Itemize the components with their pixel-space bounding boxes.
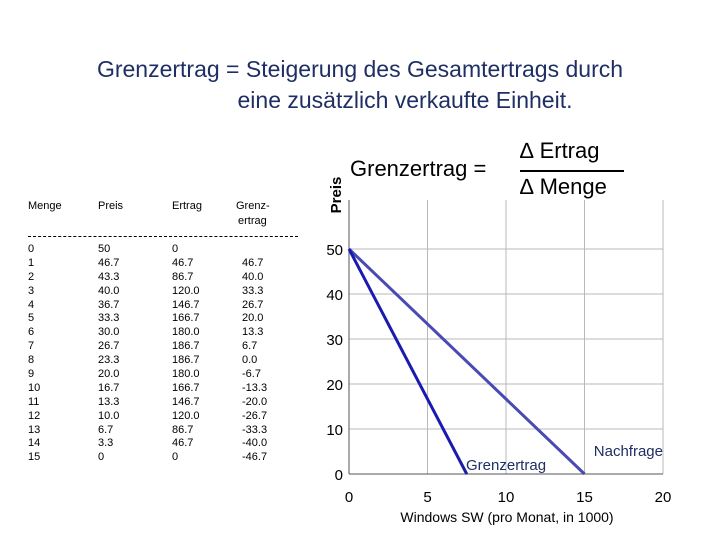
table-cell: 120.0 [172, 409, 200, 422]
table-cell: 26.7 [242, 298, 264, 311]
table-cell: 166.7 [172, 381, 200, 394]
formula-denominator: ∆ Menge [520, 174, 607, 199]
y-tick-label: 20 [326, 377, 343, 394]
table-cell: 50 [98, 243, 111, 255]
title-line-1: Grenzertrag = Steigerung des Gesamtertrags durch [96, 56, 624, 82]
y-tick-label: 0 [334, 467, 343, 484]
series-label-nachfrage: Nachfrage [593, 443, 663, 460]
header-ertrag: Ertrag [172, 200, 202, 212]
header-menge: Menge [28, 200, 62, 212]
table-cell: 0 [98, 451, 105, 464]
table-cell: 33.3 [98, 312, 120, 325]
table-cell: 180.0 [172, 326, 200, 339]
table-cell: 46.7 [98, 256, 120, 269]
table-cell: 11 [28, 395, 40, 408]
table-cell: 186.7 [172, 340, 200, 353]
table-cell: 0 [172, 243, 179, 255]
table-cell: 3.3 [98, 437, 114, 450]
table-cell: 13.3 [98, 395, 120, 408]
table-cell: 166.7 [172, 312, 200, 325]
table-cell: -6.7 [242, 368, 261, 381]
y-tick-label: 40 [326, 287, 343, 304]
table-cell: 10.0 [98, 409, 120, 422]
table-cell: 15 [28, 451, 41, 464]
series-line-grenzertrag [349, 249, 467, 474]
table-cell: 86.7 [172, 270, 194, 283]
table-cell: 46.7 [242, 256, 264, 269]
x-tick-label: 10 [497, 489, 515, 506]
title-line-2: eine zusätzlich verkaufte Einheit. [237, 87, 573, 113]
series-line-nachfrage [349, 249, 585, 474]
formula-lhs: Grenzertrag = [350, 156, 487, 181]
table-cell: 0.0 [242, 354, 258, 367]
table-cell: 30.0 [98, 326, 120, 339]
y-tick-label: 10 [326, 422, 343, 439]
series-label-grenzertrag: Grenzertrag [466, 457, 547, 474]
table-cell: -26.7 [242, 409, 268, 422]
y-tick-label: 30 [326, 332, 343, 349]
table-cell: 0 [172, 451, 179, 464]
table-cell: 36.7 [98, 298, 120, 311]
table-cell: 5 [28, 312, 35, 325]
table-cell: 6.7 [242, 340, 258, 353]
table-cell: 146.7 [172, 298, 200, 311]
x-tick-label: 5 [423, 489, 432, 506]
table-cell: 10 [28, 381, 41, 394]
table-cell: 6 [28, 326, 35, 339]
table-cell: -20.0 [242, 395, 268, 408]
table-cell: 20.0 [98, 368, 120, 381]
table-cell: 43.3 [98, 270, 120, 283]
table-cell: 20.0 [242, 312, 264, 325]
table-cell: -46.7 [242, 451, 268, 464]
table-cell: 146.7 [172, 395, 200, 408]
table-cell: 13.3 [242, 326, 264, 339]
x-tick-label: 20 [654, 489, 672, 506]
table-cell: 13 [28, 423, 41, 436]
table-cell: 186.7 [172, 354, 200, 367]
table-cell: 120.0 [172, 284, 200, 297]
y-tick-label: 50 [326, 242, 343, 259]
header-preis: Preis [98, 200, 124, 212]
table-cell: 1 [28, 256, 35, 269]
table-cell: 4 [28, 298, 35, 311]
table-cell: 46.7 [172, 437, 194, 450]
table-cell: 23.3 [98, 354, 120, 367]
table-cell: 33.3 [242, 284, 264, 297]
table-cell: 46.7 [172, 256, 194, 269]
table-cell: 0 [28, 243, 35, 255]
table-cell: 40.0 [98, 284, 120, 297]
header-grenzertrag: ertrag [238, 215, 267, 227]
table-cell: -13.3 [242, 381, 268, 394]
x-tick-label: 0 [344, 489, 354, 506]
table-cell: 7 [28, 340, 35, 353]
table-cell: 6.7 [98, 423, 114, 436]
table-cell: 9 [28, 368, 35, 381]
formula-numerator: ∆ Ertrag [520, 138, 600, 163]
table-cell: -40.0 [242, 437, 268, 450]
table-cell: 12 [28, 409, 41, 422]
table-cell: 86.7 [172, 423, 194, 436]
table-cell: -33.3 [242, 423, 268, 436]
table-cell: 3 [28, 284, 35, 297]
x-tick-label: 15 [576, 489, 593, 506]
table-cell: 8 [28, 354, 35, 367]
table-cell: 2 [28, 270, 35, 283]
table-cell: 16.7 [98, 381, 120, 394]
table-cell: 26.7 [98, 340, 120, 353]
table-cell: 180.0 [172, 368, 200, 381]
table-cell: 40.0 [242, 270, 264, 283]
x-axis-label: Windows SW (pro Monat, in 1000) [400, 509, 614, 525]
y-axis-label: Preis [328, 176, 345, 214]
header-grenz: Grenz- [236, 200, 270, 212]
table-cell: 14 [28, 437, 41, 450]
